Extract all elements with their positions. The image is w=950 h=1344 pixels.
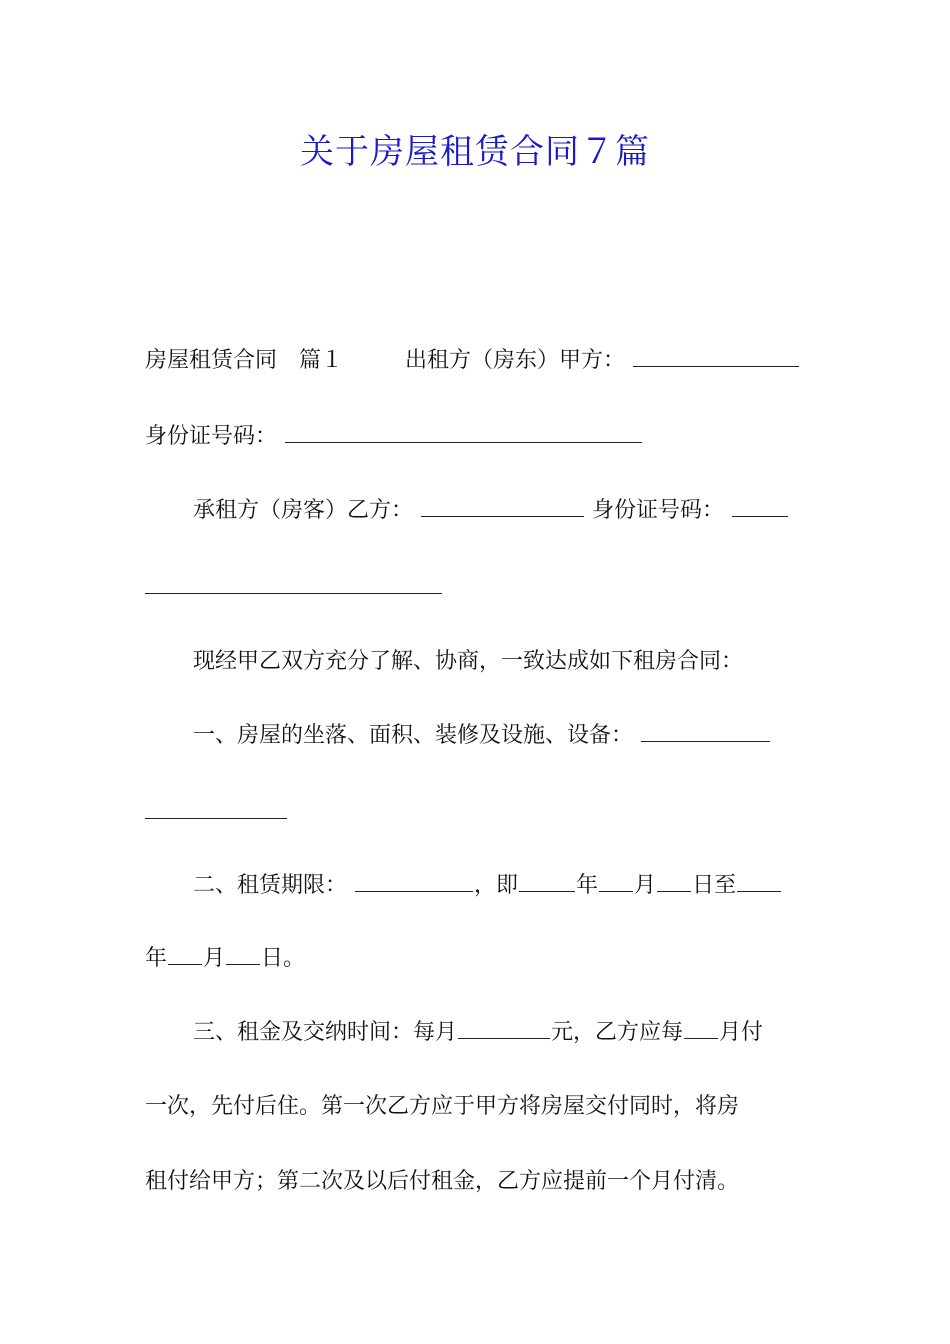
tenant-id-blank-continued <box>145 593 442 594</box>
clause-three-line <box>193 1016 810 1049</box>
start-day-blank <box>657 869 691 892</box>
start-day-label: 日至 <box>692 873 737 898</box>
payment-interval-label: 月付 <box>719 1020 764 1045</box>
clause-one-blank-continued <box>145 818 287 819</box>
payment-interval-blank <box>684 1016 718 1039</box>
landlord-label: 出租方（房东）甲方： <box>405 348 626 373</box>
tenant-line <box>193 494 810 527</box>
term-connector: ，即 <box>474 873 519 898</box>
end-year-label: 年 <box>145 946 168 971</box>
clause-three-label: 三、租金及交纳时间：每月 <box>193 1020 458 1045</box>
contract-name: 房屋租赁合同 <box>145 348 278 373</box>
contract-header-line <box>145 344 810 377</box>
landlord-id-label: 身份证号码： <box>145 424 278 449</box>
tenant-id-label: 身份证号码： <box>592 498 725 523</box>
start-year-blank <box>519 869 575 892</box>
clause-one-line <box>193 719 810 752</box>
clause-three-body-2: 租付给甲方；第二次及以后付租金，乙方应提前一个月付清。 <box>145 1169 740 1194</box>
tenant-blank <box>421 494 584 517</box>
clause-one-label: 一、房屋的坐落、面积、装修及设施、设备： <box>193 723 634 748</box>
start-year-label: 年 <box>576 873 599 898</box>
clause-one-blank <box>641 719 770 742</box>
end-year-blank <box>737 869 781 892</box>
clause-two-label: 二、租赁期限： <box>193 873 348 898</box>
clause-two-end-line <box>145 942 810 975</box>
rent-unit-text: 元，乙方应每 <box>551 1020 684 1045</box>
landlord-id-blank <box>285 420 642 443</box>
landlord-id-line <box>145 420 810 453</box>
tenant-label: 承租方（房客）乙方： <box>193 498 414 523</box>
monthly-rent-blank <box>458 1016 550 1039</box>
tenant-id-blank <box>732 494 788 517</box>
clause-two-line <box>193 869 810 902</box>
clause-three-body-1: 一次，先付后住。第一次乙方应于甲方将房屋交付同时，将房 <box>145 1094 740 1119</box>
end-month-label: 月 <box>203 946 226 971</box>
landlord-blank <box>633 344 799 367</box>
document-title: 关于房屋租赁合同７篇 <box>300 132 650 172</box>
start-month-label: 月 <box>634 873 657 898</box>
term-blank <box>355 869 473 892</box>
end-day-blank <box>226 942 260 965</box>
end-day-label: 日。 <box>261 946 306 971</box>
agreement-intro: 现经甲乙双方充分了解、协商，一致达成如下租房合同： <box>193 649 744 674</box>
contract-number: 篇１ <box>299 348 344 373</box>
end-month-blank <box>168 942 202 965</box>
start-month-blank <box>599 869 633 892</box>
